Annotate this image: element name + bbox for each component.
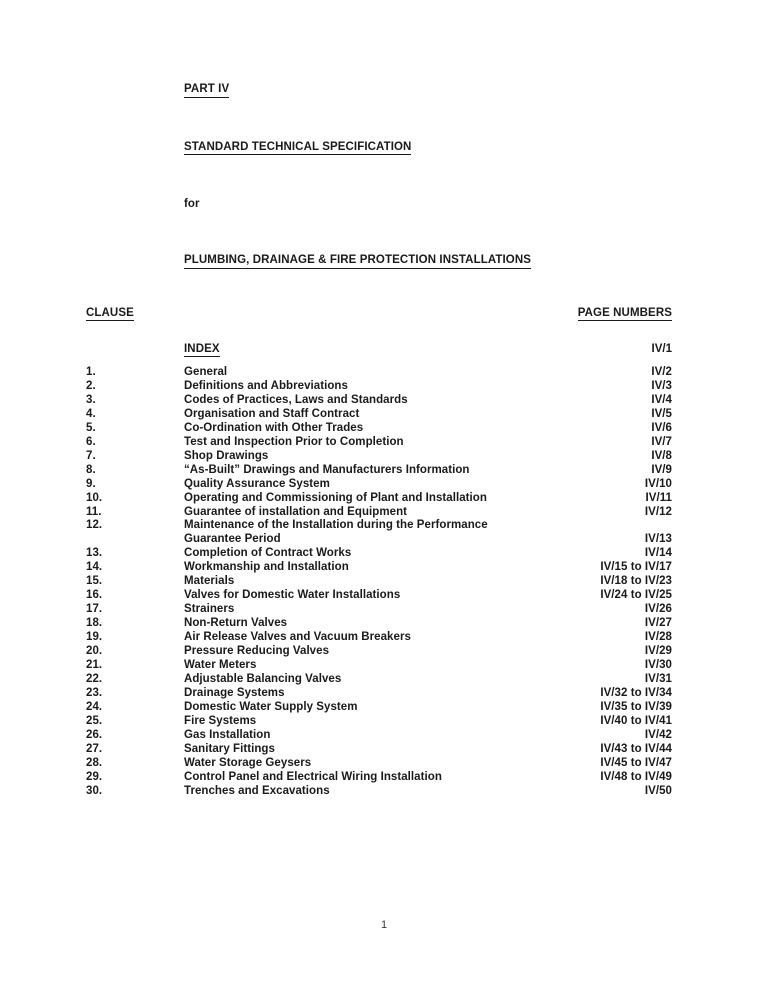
toc-clause-number: 27. [86,742,103,755]
clause-column-header-label: CLAUSE [86,307,134,319]
toc-clause-number: 21. [86,659,103,672]
toc-clause-number: 18. [86,617,103,630]
toc-row [86,673,672,687]
toc-clause-number: 29. [86,770,103,783]
toc-clause-title: “As-Built” Drawings and Manufacturers Information [184,463,470,476]
toc-clause-title: Drainage Systems [184,686,285,699]
index-entry-title-label: INDEX [184,343,220,355]
toc-row [86,743,672,757]
toc-page-numbers: IV/12 [644,505,672,518]
toc-row [86,561,672,575]
toc-row [86,729,672,743]
page-numbers-column-header-label: PAGE NUMBERS [577,307,672,319]
toc-row [86,394,672,408]
toc-clause-number: 30. [86,784,103,797]
toc-clause-number: 13. [86,547,103,560]
index-entry-row [86,343,672,357]
toc-clause-title: Completion of Contract Works [184,547,352,560]
toc-clause-number: 20. [86,645,103,658]
toc-page-numbers: IV/11 [645,491,672,504]
toc-row [86,436,672,450]
title-line-3-text: for [184,198,200,210]
toc-row [86,645,672,659]
toc-clause-title: General [184,366,228,378]
toc-page-numbers: IV/14 [644,547,672,560]
toc-clause-title: Adjustable Balancing Valves [184,672,342,685]
toc-clause-title: Organisation and Staff Contract [184,407,360,420]
toc-row [86,492,672,506]
toc-clause-number: 6. [86,435,96,448]
toc-row [86,450,672,464]
toc-page-numbers: IV/30 [644,659,672,672]
toc-row [86,547,672,561]
title-line-3 [184,197,704,211]
toc-row [86,575,672,589]
toc-clause-title: Control Panel and Electrical Wiring Installation [184,770,442,783]
toc-row [86,422,672,436]
toc-clause-number: 22. [86,672,103,685]
toc-page-numbers: IV/31 [644,672,672,685]
toc-clause-title: Water Storage Geysers [184,756,312,769]
toc-clause-title: Domestic Water Supply System [184,700,358,713]
toc-clause-title: Sanitary Fittings [184,742,275,755]
toc-clause-title: Operating and Commissioning of Plant and Installation [184,491,487,504]
title-spacer [184,211,704,253]
toc-page-numbers: IV/42 [644,728,672,741]
toc-clause-title: Gas Installation [184,728,271,741]
toc-row [86,701,672,715]
toc-clause-number: 5. [86,421,96,434]
toc-page-numbers: IV/29 [644,645,672,658]
toc-clause-title: Test and Inspection Prior to Completion [184,435,404,448]
toc-row [86,631,672,645]
clause-column-header [86,307,134,321]
toc-clause-number: 28. [86,756,103,769]
toc-clause-number: 11. [86,505,102,518]
toc-row [86,617,672,631]
index-entry-title [184,343,552,357]
toc-clause-number: 10. [86,491,103,504]
toc-row [86,506,672,520]
toc-page-numbers: IV/28 [644,631,672,644]
toc-clause-title: Non-Return Valves [184,617,288,630]
title-line-2 [184,140,704,156]
toc-row [86,715,672,729]
table-of-contents [86,366,672,799]
toc-page-numbers: IV/9 [651,463,672,476]
toc-page-numbers: IV/27 [644,617,672,630]
toc-clause-title: Guarantee Period [184,533,281,546]
toc-clause-title: Workmanship and Installation [184,561,349,574]
toc-clause-title: Trenches and Excavations [184,784,330,797]
toc-row [86,589,672,603]
footer-page-number: 1 [380,919,388,931]
title-spacer [184,98,704,140]
toc-row [86,687,672,701]
toc-page-numbers: IV/8 [651,449,672,462]
toc-clause-number: 7. [86,449,96,462]
toc-page-numbers: IV/45 to IV/47 [600,756,672,769]
toc-clause-number: 4. [86,407,96,420]
toc-page-numbers: IV/50 [644,784,672,797]
toc-clause-number: 1. [86,366,96,378]
toc-page-numbers: IV/24 to IV/25 [600,589,672,602]
toc-row [86,659,672,673]
title-line-4-text: PLUMBING, DRAINAGE & FIRE PROTECTION INSTALLATIONS [184,253,531,269]
toc-clause-number: 23. [86,686,103,699]
toc-clause-number: 15. [86,575,103,588]
toc-page-numbers: IV/10 [644,477,672,490]
toc-clause-number: 26. [86,728,103,741]
toc-clause-title: Shop Drawings [184,449,269,462]
toc-row [86,408,672,422]
toc-page-numbers: IV/26 [644,603,672,616]
toc-row [86,366,672,380]
toc-page-numbers: IV/15 to IV/17 [600,561,672,574]
toc-page-numbers: IV/13 [644,533,672,546]
toc-page-numbers: IV/32 to IV/34 [600,686,672,699]
toc-clause-title: Water Meters [184,659,257,672]
toc-clause-number: 17. [86,603,103,616]
toc-clause-number: 2. [86,379,96,392]
toc-row [86,757,672,771]
title-line-1-text: PART IV [184,82,229,98]
toc-clause-title: Quality Assurance System [184,477,330,490]
toc-clause-title: Guarantee of installation and Equipment [184,505,408,518]
toc-page-numbers: IV/48 to IV/49 [600,770,672,783]
toc-row [86,464,672,478]
toc-clause-title: Valves for Domestic Water Installations [184,589,401,602]
page-footer [0,919,768,931]
toc-row [86,771,672,785]
toc-clause-title: Definitions and Abbreviations [184,379,348,392]
toc-clause-title: Strainers [184,603,235,616]
toc-clause-number: 16. [86,589,103,602]
toc-page-numbers: IV/7 [651,435,672,448]
toc-clause-number: 19. [86,631,103,644]
toc-clause-title: Co-Ordination with Other Trades [184,421,364,434]
toc-row [86,533,672,547]
title-line-2-text: STANDARD TECHNICAL SPECIFICATION [184,140,411,156]
toc-page-numbers: IV/35 to IV/39 [600,700,672,713]
toc-page-numbers: IV/40 to IV/41 [600,714,672,727]
toc-clause-title: Fire Systems [184,714,257,727]
toc-clause-title: Codes of Practices, Laws and Standards [184,393,408,406]
toc-clause-number: 12. [86,519,103,532]
toc-clause-number: 8. [86,463,96,476]
toc-clause-number: 9. [86,477,96,490]
toc-page-numbers: IV/5 [651,407,672,420]
toc-clause-title: Air Release Valves and Vacuum Breakers [184,631,411,644]
toc-clause-number: 25. [86,714,103,727]
title-line-1 [184,82,704,98]
toc-clause-number: 3. [86,393,96,406]
title-line-4 [184,253,704,269]
toc-page-numbers: IV/43 to IV/44 [600,742,672,755]
toc-row [86,603,672,617]
toc-page-numbers: IV/2 [651,366,672,378]
toc-row [86,519,672,533]
toc-row [86,478,672,492]
title-spacer [184,155,704,197]
toc-page-numbers: IV/3 [651,379,672,392]
toc-clause-title: Pressure Reducing Valves [184,645,330,658]
toc-page-numbers: IV/18 to IV/23 [600,575,672,588]
toc-clause-title: Maintenance of the Installation during the Performance [184,519,488,532]
toc-row [86,785,672,799]
toc-clause-number: 14. [86,561,103,574]
toc-clause-number: 24. [86,700,103,713]
toc-clause-title: Materials [184,575,235,588]
title-block [184,82,704,269]
toc-page-numbers: IV/6 [651,421,672,434]
column-headers [86,307,672,321]
toc-page-numbers: IV/4 [651,393,672,406]
index-entry-pages: IV/1 [651,343,672,355]
page-numbers-column-header [578,307,672,321]
toc-row [86,380,672,394]
